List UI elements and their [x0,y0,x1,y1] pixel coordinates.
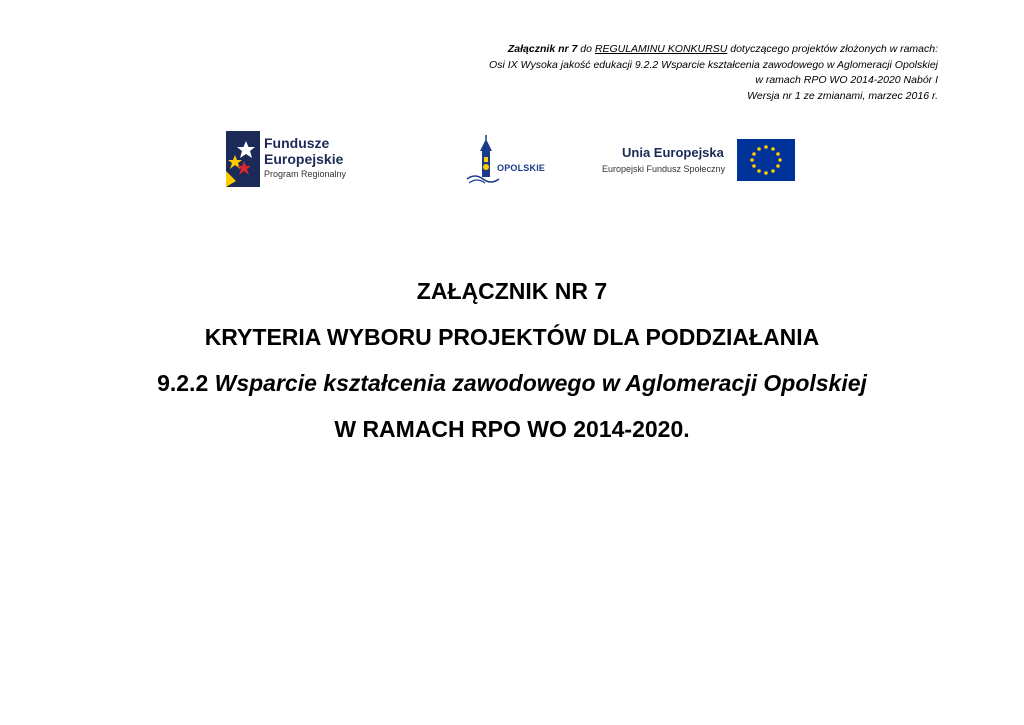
fundusze-line-3: Program Regionalny [264,169,347,179]
header-rest: dotyczącego projektów złożonych w ramach: [730,43,938,55]
ue-subtitle: Europejski Fundusz Społeczny [602,164,726,174]
fundusze-text [264,135,346,181]
title-line-1: ZAŁĄCZNIK NR 7 [416,278,608,304]
fundusze-line-2: Europejskie [264,151,344,167]
title-line-4: W RAMACH RPO WO 2014-2020. [334,416,690,442]
opolskie-word: OPOLSKIE [497,163,546,173]
eu-flag-icon [737,139,795,181]
attachment-number: Załącznik nr 7 [507,43,578,55]
unia-europejska-logo [600,137,800,185]
regulation-reference: REGULAMINU KONKURSU [594,43,728,55]
subaction-name: Wsparcie kształcenia zawodowego w Aglomeracji Opolskiej [214,370,867,396]
fundusze-line-1: Fundusze [264,135,330,151]
header-do: do [580,43,592,55]
ue-title: Unia Europejska [622,145,724,160]
title-line-3 [0,360,1024,406]
header-note-line-1 [298,42,938,58]
header-note-line-4: Wersja nr 1 ze zmianami, marzec 2016 r. [747,89,938,102]
subaction-number: 9.2.2 [157,370,209,396]
opolskie-tower-icon [465,135,555,187]
title-line-2: KRYTERIA WYBORU PROJEKTÓW DLA PODDZIAŁANIA [204,324,820,350]
header-note-line-3: w ramach RPO WO 2014-2020 Nabór I [755,74,938,86]
fundusze-europejskie-logo [226,131,366,189]
document-title [0,268,1024,452]
header-note-line-2: Osi IX Wysoka jakość edukacji 9.2.2 Wsparcie kształcenia zawodowego w Aglomeracji Opolskiej [489,58,938,71]
logo-bar [0,125,1024,195]
fundusze-flag-icon [226,131,260,187]
opolskie-logo [465,135,555,187]
header-note [298,42,938,104]
